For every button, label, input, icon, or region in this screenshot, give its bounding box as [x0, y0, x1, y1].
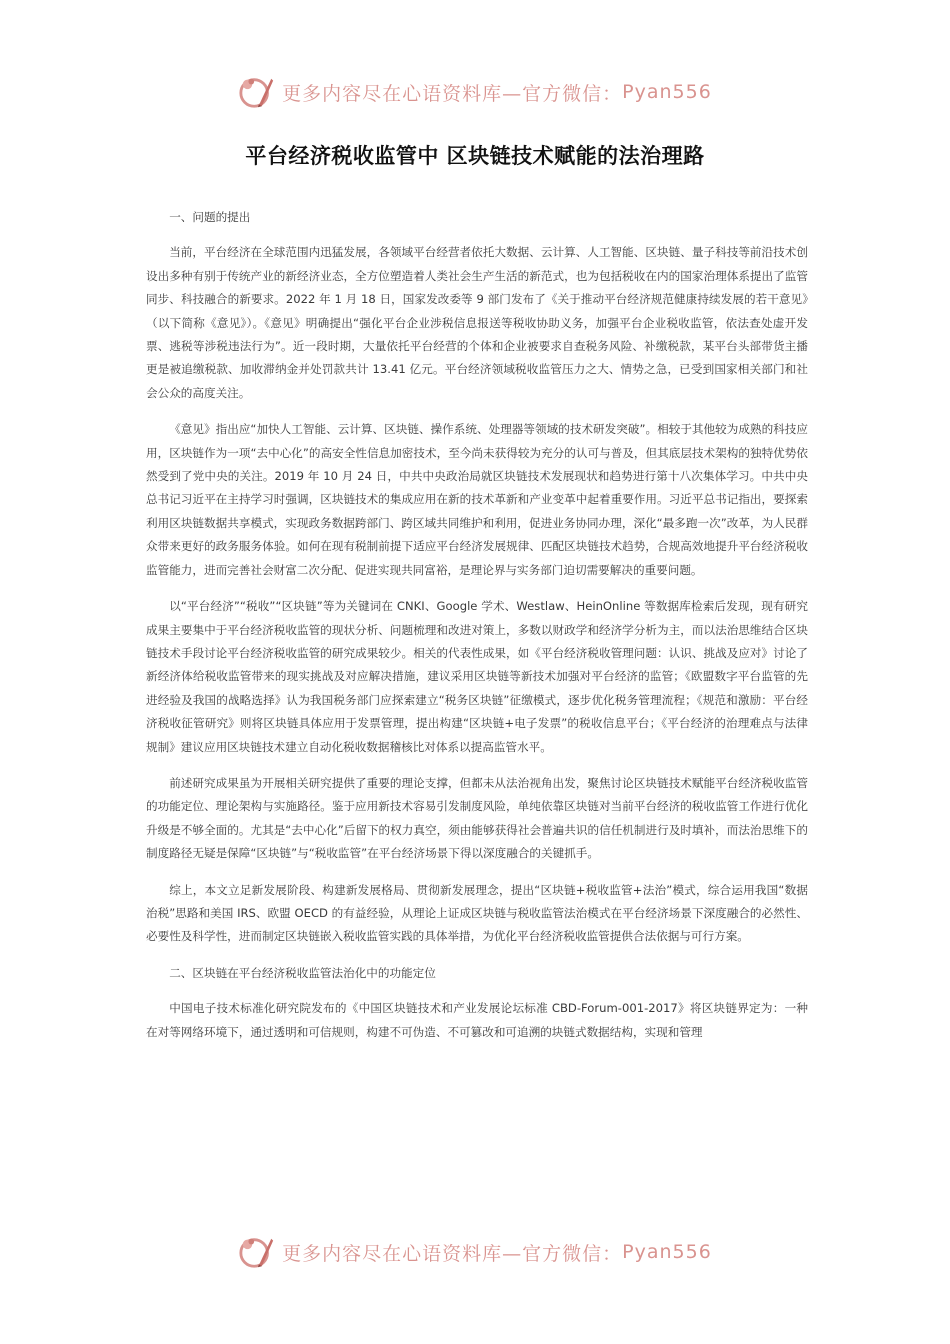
paragraph: 前述研究成果虽为开展相关研究提供了重要的理论支撑，但都未从法治视角出发，聚焦讨论区块链技术赋能平台经济税收监管的功能定位、理论架构与实施路径。鉴于应用新技术容易引发制度风险，单纯依靠区块链对当前平台经济的税收监管工作进行优化升级是不够全面的。尤其是“去中心化”后留下的权力真空，须由能够获得社会普遍共识的信任机制进行及时填补，而法治思维下的制度路径无疑是保障“区块链”与“税收监管”在平台经济场景下得以深度融合的关键抓手。	[146, 775, 808, 861]
pen-and-blossom-logo-icon	[238, 73, 276, 111]
document-title: 平台经济税收监管中 区块链技术赋能的法治理路	[245, 144, 705, 168]
watermark-banner-bottom	[0, 1232, 950, 1272]
section-heading-1: 一、问题的提出	[169, 210, 251, 224]
article-body	[146, 206, 808, 1057]
pen-and-blossom-logo-icon	[238, 1233, 276, 1271]
paragraph: 《意见》指出应“加快人工智能、云计算、区块链、操作系统、处理器等领域的技术研发突破”。相较于其他较为成熟的科技应用，区块链作为一项“去中心化”的高安全性信息加密技术，至今尚未获得较为充分的认可与普及，但其底层技术架构的独特优势依然受到了党中央的关注。2019 年 10 月 24 日，中共中央政治局就区块链技术发展现状和趋势进行第十八次集体学习。中共中央总书记习近平在主持学习时强调，区块链技术的集成应用在新的技术革新和产业变革中起着重要作用。习近平总书记指出，要探索利用区块链数据共享模式，实现政务数据跨部门、跨区域共同维护和利用，促进业务协同办理，深化“最多跑一次”改革，为人民群众带来更好的政务服务体验。如何在现有税制前提下适应平台经济发展规律、匹配区块链技术趋势，合规高效地提升平台经济税收监管能力，进而完善社会财富二次分配、促进实现共同富裕，是理论界与实务部门迫切需要解决的重要问题。	[146, 422, 808, 577]
wechat-id: Pyan556	[622, 1241, 712, 1263]
paragraph: 当前，平台经济在全球范围内迅猛发展，各领域平台经营者依托大数据、云计算、人工智能、区块链、量子科技等前沿技术创设出多种有别于传统产业的新经济业态，全方位塑造着人类社会生产生活的新范式，也为包括税收在内的国家治理体系提出了监管同步、科技融合的新要求。2022 年 1 月 18 日，国家发改委等 9 部门发布了《关于推动平台经济规范健康持续发展的若干意见》（以下简称《意见》）。《意见》明确提出“强化平台企业涉税信息报送等税收协助义务，加强平台企业税收监管，依法查处虚开发票、逃税等涉税违法行为”。近一段时期，大量依托平台经营的个体和企业被要求自查税务风险、补缴税款，某平台头部带货主播更是被追缴税款、加收滞纳金并处罚款共计 13.41 亿元。平台经济领域税收监管压力之大、情势之急，已受到国家相关部门和社会公众的高度关注。	[146, 245, 808, 400]
watermark-text: 更多内容尽在心语资料库—官方微信：	[282, 1242, 623, 1265]
watermark-text: 更多内容尽在心语资料库—官方微信：	[282, 82, 623, 105]
section-heading-2: 二、区块链在平台经济税收监管法治化中的功能定位	[169, 965, 436, 980]
watermark-banner-top	[0, 72, 950, 112]
paragraph: 中国电子技术标准化研究院发布的《中国区块链技术和产业发展论坛标准 CBD-Forum-001-2017》将区块链界定为：一种在对等网络环境下，通过透明和可信规则，构建不可伪造、不可篡改和可追溯的块链式数据结构，实现和管理	[146, 1001, 808, 1039]
wechat-id: Pyan556	[622, 81, 712, 103]
paragraph: 综上，本文立足新发展阶段、构建新发展格局、贯彻新发展理念，提出“区块链+税收监管+法治”模式，综合运用我国“数据治税”思路和美国 IRS、欧盟 OECD 的有益经验，从理论上证成区块链与税收监管法治模式在平台经济场景下深度融合的必然性、必要性及科学性，进而制定区块链嵌入税收监管实践的具体举措，为优化平台经济税收监管提供合法依据与可行方案。	[146, 882, 808, 944]
paragraph: 以“平台经济”“税收”“区块链”等为关键词在 CNKI、Google 学术、Westlaw、HeinOnline 等数据库检索后发现，现有研究成果主要集中于平台经济税收监管的现状分析、问题梳理和改进对策上，多数以财政学和经济学分析为主，而以法治思维结合区块链技术手段讨论平台经济税收监管的研究成果较少。相关的代表性成果，如《平台经济税收管理问题：认识、挑战及应对》讨论了新经济体给税收监管带来的现实挑战及对应解决措施，建议采用区块链等新技术加强对平台经济的监管；《欧盟数字平台监管的先进经验及我国的战略选择》认为我国税务部门应探索建立“税务区块链”征缴模式，逐步优化税务管理流程；《规范和激励：平台经济税收征管研究》则将区块链具体应用于发票管理，提出构建“区块链+电子发票”的税收信息平台；《平台经济的治理难点与法律规制》建议应用区块链技术建立自动化税收数据稽核比对体系以提高监管水平。	[146, 599, 808, 754]
